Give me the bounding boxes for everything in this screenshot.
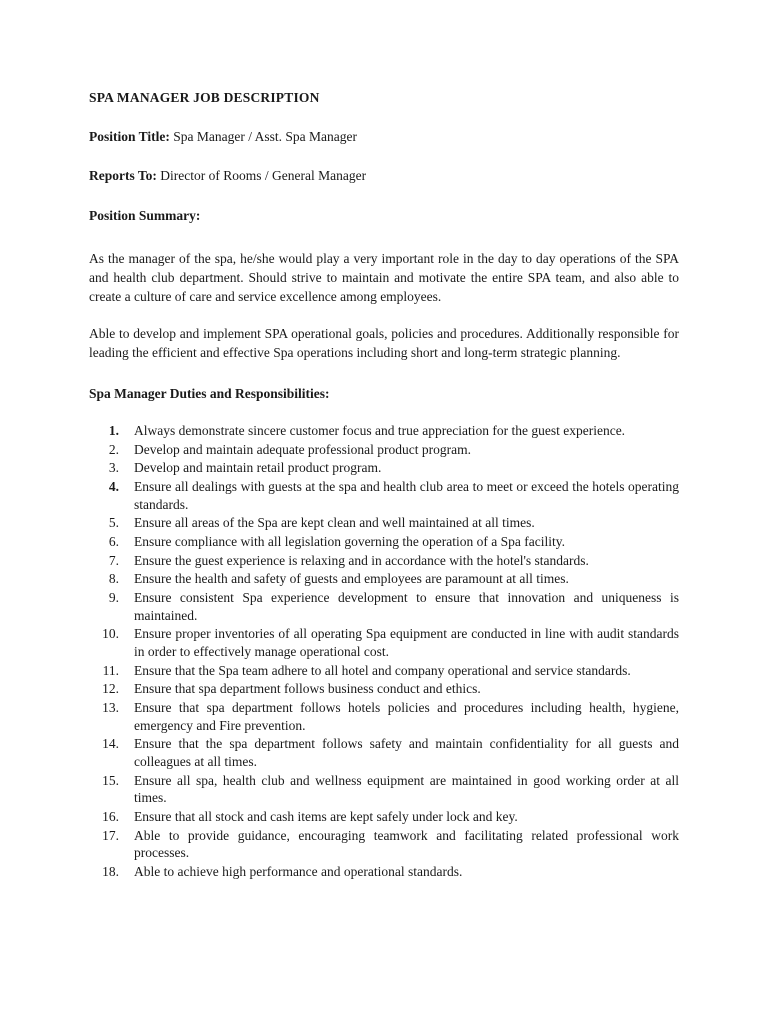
list-item-marker: 3.: [108, 460, 119, 476]
list-item-text: Ensure that spa department follows hotels policies and procedures including health, hygiene, emergency and Fire prevention.: [134, 699, 679, 733]
list-item: [89, 808, 679, 826]
list-item-text: Ensure that spa department follows business conduct and ethics.: [134, 681, 481, 697]
list-item: [89, 589, 679, 624]
section-heading-position-summary: Position Summary:: [89, 207, 201, 223]
list-item-marker: 4.: [108, 478, 119, 494]
list-item: [89, 570, 679, 588]
list-item: [89, 772, 679, 807]
list-item-marker: 13.: [102, 699, 119, 715]
list-item-marker: 16.: [102, 808, 119, 824]
list-item-marker: 14.: [102, 736, 119, 752]
list-item: [89, 625, 679, 660]
list-item: [89, 699, 679, 734]
list-item-text: Ensure the guest experience is relaxing and in accordance with the hotel's standards.: [134, 552, 589, 568]
list-item: [89, 422, 679, 440]
list-item: [89, 478, 679, 513]
list-item-text: Ensure all areas of the Spa are kept clean and well maintained at all times.: [134, 515, 535, 531]
list-item-marker: 17.: [102, 827, 119, 843]
list-item-marker: 10.: [102, 626, 119, 642]
field-reports-to-value: Director of Rooms / General Manager: [156, 168, 367, 184]
list-item-marker: 9.: [108, 589, 119, 605]
list-item-marker: 2.: [108, 441, 119, 457]
list-item-text: Able to achieve high performance and operational standards.: [134, 863, 463, 879]
list-item-text: Ensure the health and safety of guests and employees are paramount at all times.: [134, 571, 569, 587]
list-item: [89, 552, 679, 570]
list-item-text: Ensure proper inventories of all operating Spa equipment are conducted in line with audit standards in order to effectively manage operational cost.: [134, 626, 679, 659]
list-item-marker: 7.: [108, 552, 119, 568]
field-position-title-label: Position Title:: [89, 128, 170, 144]
field-reports-to: [89, 167, 679, 185]
list-item: [89, 533, 679, 551]
section-heading-duties: Spa Manager Duties and Responsibilities:: [89, 386, 330, 402]
list-item-marker: 1.: [108, 422, 119, 438]
list-item: [89, 680, 679, 698]
list-item-marker: 11.: [102, 662, 119, 678]
list-item: [89, 514, 679, 532]
field-reports-to-label: Reports To:: [89, 168, 157, 184]
list-item-text: Ensure that the Spa team adhere to all hotel and company operational and service standards.: [134, 662, 631, 678]
summary-paragraph-2: Able to develop and implement SPA operational goals, policies and procedures. Additionally responsible for leading the efficient and effective Spa operations including short and long-term strategic planning.: [89, 325, 679, 361]
list-item-text: Ensure that the spa department follows safety and maintain confidentiality for all guests and colleagues at all times.: [134, 736, 679, 769]
list-item-text: Ensure all dealings with guests at the spa and health club area to meet or exceed the hotels operating standards.: [134, 478, 679, 512]
list-item-text: Ensure compliance with all legislation governing the operation of a Spa facility.: [134, 533, 565, 549]
list-item: [89, 441, 679, 459]
list-item-marker: 8.: [108, 571, 119, 587]
list-item-marker: 5.: [108, 515, 119, 531]
list-item-text: Develop and maintain retail product program.: [134, 460, 382, 476]
list-item: [89, 459, 679, 477]
summary-paragraph-1: As the manager of the spa, he/she would play a very important role in the day to day operations of the SPA and health club department. Should strive to maintain and motivate the entire SPA team, and also able to create a culture of care and service excellence among employees.: [89, 250, 679, 304]
document-content: [89, 90, 679, 882]
list-item-text: Able to provide guidance, encouraging teamwork and facilitating related professional work processes.: [134, 827, 679, 861]
list-item: [89, 863, 679, 881]
list-item-marker: 18.: [102, 863, 119, 879]
field-position-title: [89, 128, 679, 146]
page-title: SPA MANAGER JOB DESCRIPTION: [89, 90, 320, 105]
list-item: [89, 662, 679, 680]
list-item-marker: 15.: [102, 772, 119, 788]
list-item: [89, 827, 679, 862]
list-item: [89, 735, 679, 770]
list-item-marker: 6.: [108, 533, 119, 549]
list-item-text: Ensure all spa, health club and wellness equipment are maintained in good working order at all times.: [134, 772, 679, 806]
list-item-text: Always demonstrate sincere customer focus and true appreciation for the guest experience.: [134, 422, 626, 438]
list-item-text: Ensure that all stock and cash items are kept safely under lock and key.: [134, 808, 518, 824]
field-position-title-value: Spa Manager / Asst. Spa Manager: [169, 128, 357, 144]
duties-list: [89, 422, 679, 881]
list-item-marker: 12.: [102, 681, 119, 697]
list-item-text: Develop and maintain adequate professional product program.: [134, 441, 472, 457]
list-item-text: Ensure consistent Spa experience development to ensure that innovation and uniqueness is maintained.: [134, 589, 679, 623]
